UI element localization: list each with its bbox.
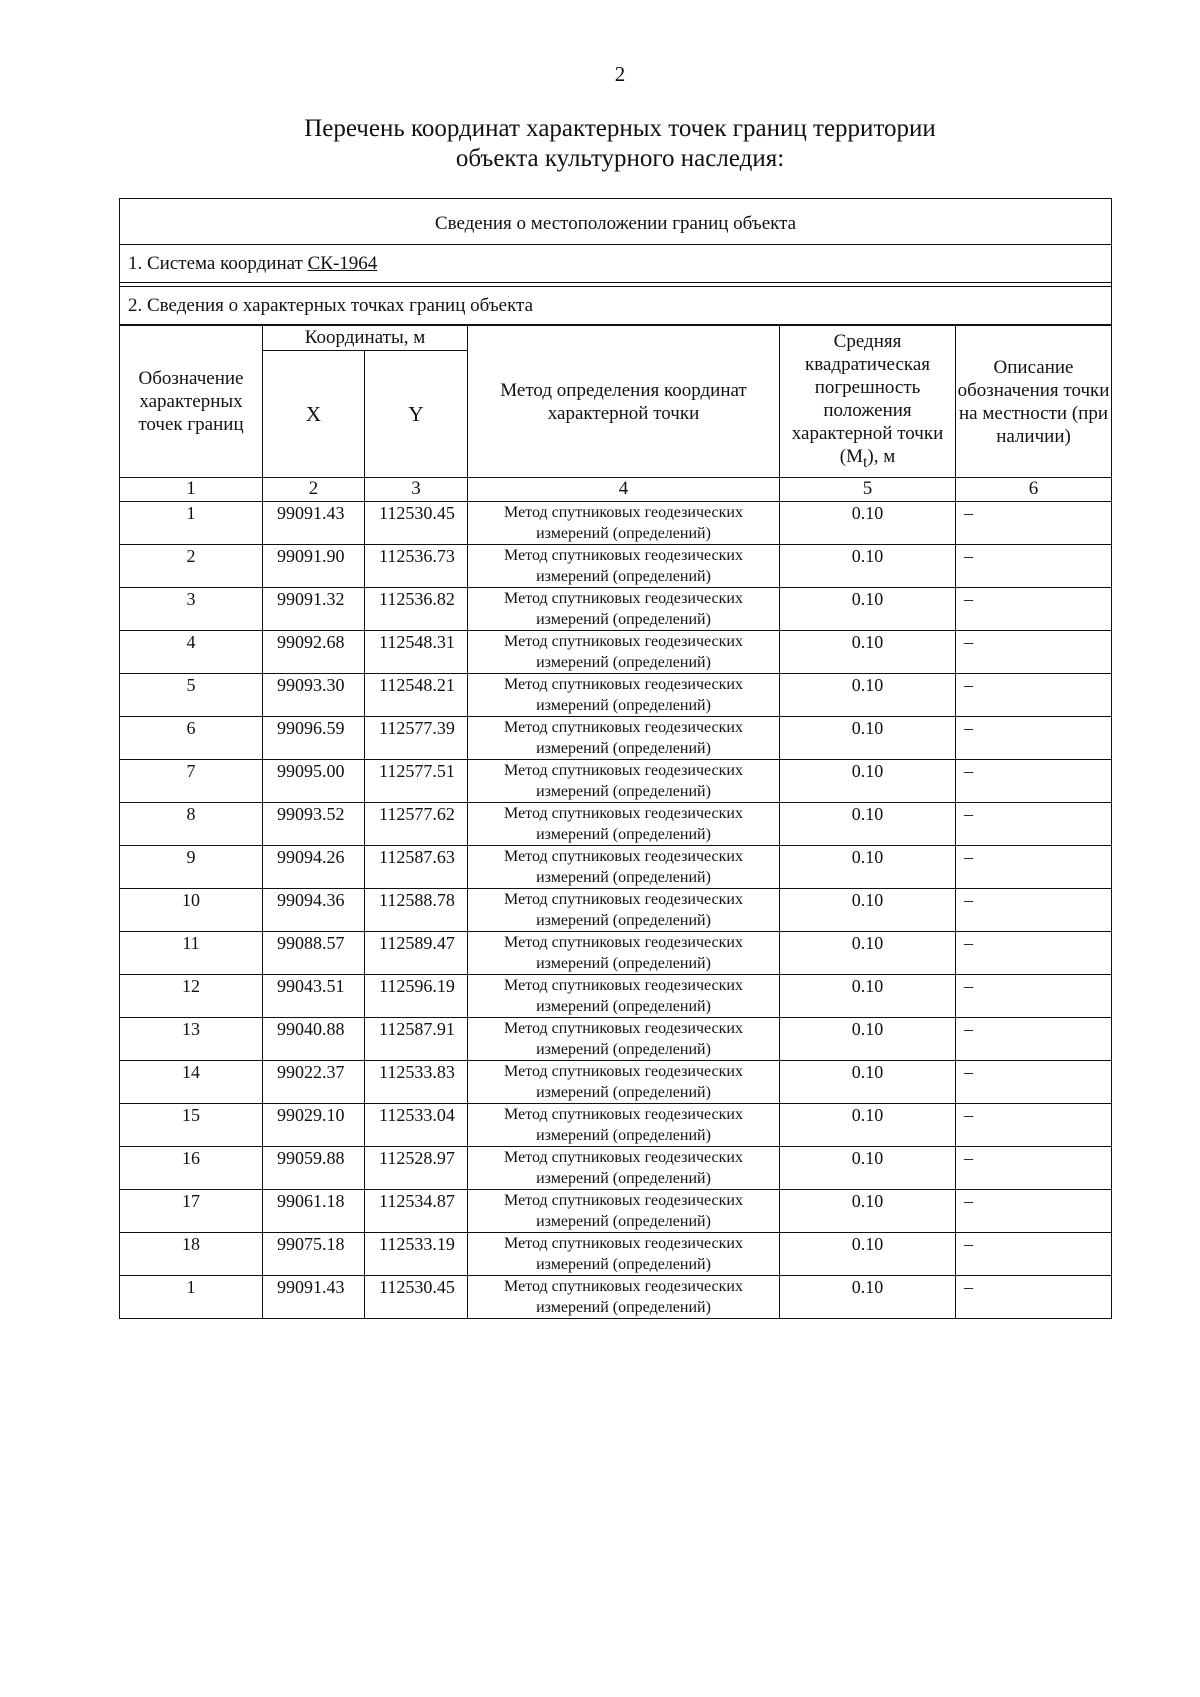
table-row (120, 846, 1112, 889)
method-cell: Метод спутниковых геодезических измерений (определений) (468, 975, 780, 1018)
point-id-cell: 16 (120, 1147, 263, 1190)
error-cell: 0.10 (780, 975, 956, 1018)
title-line-2: объекта культурного наследия: (455, 145, 785, 172)
description-cell: – (956, 1233, 1112, 1276)
header-x: X (263, 351, 365, 478)
point-id-cell: 6 (120, 717, 263, 760)
header-row-1 (120, 326, 1112, 351)
method-cell: Метод спутниковых геодезических измерений (определений) (468, 717, 780, 760)
error-cell: 0.10 (780, 1018, 956, 1061)
x-coordinate-cell: 99094.26 (263, 846, 365, 889)
table-row (120, 717, 1112, 760)
x-coordinate-cell: 99091.43 (263, 1276, 365, 1319)
y-coordinate-cell: 112577.62 (365, 803, 468, 846)
method-cell: Метод спутниковых геодезических измерений (определений) (468, 1276, 780, 1319)
point-id-cell: 14 (120, 1061, 263, 1104)
method-cell: Метод спутниковых геодезических измерений (определений) (468, 803, 780, 846)
method-cell: Метод спутниковых геодезических измерений (определений) (468, 545, 780, 588)
point-id-cell: 10 (120, 889, 263, 932)
x-coordinate-cell: 99059.88 (263, 1147, 365, 1190)
y-coordinate-cell: 112534.87 (365, 1190, 468, 1233)
table-row (120, 932, 1112, 975)
document-title (0, 114, 1200, 174)
coordinate-system-label: 1. Система координат (128, 253, 308, 274)
table-row (120, 674, 1112, 717)
error-cell: 0.10 (780, 717, 956, 760)
point-id-cell: 12 (120, 975, 263, 1018)
description-cell: – (956, 846, 1112, 889)
column-number-row (120, 478, 1112, 502)
table-row (120, 588, 1112, 631)
table-row (120, 1190, 1112, 1233)
point-id-cell: 17 (120, 1190, 263, 1233)
error-cell: 0.10 (780, 502, 956, 545)
description-cell: – (956, 975, 1112, 1018)
description-cell: – (956, 502, 1112, 545)
point-id-cell: 11 (120, 932, 263, 975)
y-coordinate-cell: 112536.82 (365, 588, 468, 631)
error-cell: 0.10 (780, 846, 956, 889)
x-coordinate-cell: 99043.51 (263, 975, 365, 1018)
point-id-cell: 9 (120, 846, 263, 889)
error-cell: 0.10 (780, 1104, 956, 1147)
title-line-1: Перечень координат характерных точек границ территории (304, 115, 936, 142)
method-cell: Метод спутниковых геодезических измерений (определений) (468, 760, 780, 803)
table-row (120, 1276, 1112, 1319)
y-coordinate-cell: 112548.31 (365, 631, 468, 674)
column-number: 5 (780, 478, 956, 502)
table-row (120, 545, 1112, 588)
point-id-cell: 7 (120, 760, 263, 803)
table-row (120, 803, 1112, 846)
x-coordinate-cell: 99075.18 (263, 1233, 365, 1276)
x-coordinate-cell: 99092.68 (263, 631, 365, 674)
point-id-cell: 8 (120, 803, 263, 846)
description-cell: – (956, 1147, 1112, 1190)
description-cell: – (956, 1276, 1112, 1319)
method-cell: Метод спутниковых геодезических измерений (определений) (468, 932, 780, 975)
description-cell: – (956, 1061, 1112, 1104)
error-cell: 0.10 (780, 803, 956, 846)
x-coordinate-cell: 99040.88 (263, 1018, 365, 1061)
method-cell: Метод спутниковых геодезических измерений (определений) (468, 588, 780, 631)
table-row (120, 1104, 1112, 1147)
point-id-cell: 15 (120, 1104, 263, 1147)
description-cell: – (956, 1018, 1112, 1061)
table-row (120, 975, 1112, 1018)
point-id-cell: 1 (120, 502, 263, 545)
y-coordinate-cell: 112587.63 (365, 846, 468, 889)
description-cell: – (956, 1104, 1112, 1147)
method-cell: Метод спутниковых геодезических измерений (определений) (468, 631, 780, 674)
error-cell: 0.10 (780, 545, 956, 588)
boundary-info-block (119, 198, 1112, 325)
point-id-cell: 2 (120, 545, 263, 588)
x-coordinate-cell: 99091.43 (263, 502, 365, 545)
description-cell: – (956, 932, 1112, 975)
error-cell: 0.10 (780, 588, 956, 631)
column-number: 2 (263, 478, 365, 502)
table-row (120, 760, 1112, 803)
error-cell: 0.10 (780, 1061, 956, 1104)
table-row (120, 1147, 1112, 1190)
points-caption: 2. Сведения о характерных точках границ объекта (120, 287, 1111, 325)
error-cell: 0.10 (780, 1276, 956, 1319)
x-coordinate-cell: 99091.90 (263, 545, 365, 588)
method-cell: Метод спутниковых геодезических измерений (определений) (468, 674, 780, 717)
x-coordinate-cell: 99093.30 (263, 674, 365, 717)
header-description: Описание обозначения точки на местности (при наличии) (956, 326, 1112, 478)
y-coordinate-cell: 112577.39 (365, 717, 468, 760)
header-method: Метод определения координат характерной точки (468, 326, 780, 478)
coordinate-system-value: СК-1964 (307, 253, 378, 274)
x-coordinate-cell: 99022.37 (263, 1061, 365, 1104)
x-coordinate-cell: 99029.10 (263, 1104, 365, 1147)
y-coordinate-cell: 112533.19 (365, 1233, 468, 1276)
description-cell: – (956, 674, 1112, 717)
x-coordinate-cell: 99088.57 (263, 932, 365, 975)
description-cell: – (956, 717, 1112, 760)
table-row (120, 1061, 1112, 1104)
point-id-cell: 4 (120, 631, 263, 674)
y-coordinate-cell: 112530.45 (365, 1276, 468, 1319)
method-cell: Метод спутниковых геодезических измерений (определений) (468, 1147, 780, 1190)
table-row (120, 1018, 1112, 1061)
column-number: 1 (120, 478, 263, 502)
point-id-cell: 18 (120, 1233, 263, 1276)
method-cell: Метод спутниковых геодезических измерений (определений) (468, 889, 780, 932)
point-id-cell: 3 (120, 588, 263, 631)
method-cell: Метод спутниковых геодезических измерений (определений) (468, 1061, 780, 1104)
method-cell: Метод спутниковых геодезических измерений (определений) (468, 1190, 780, 1233)
method-cell: Метод спутниковых геодезических измерений (определений) (468, 1233, 780, 1276)
x-coordinate-cell: 99091.32 (263, 588, 365, 631)
x-coordinate-cell: 99095.00 (263, 760, 365, 803)
error-cell: 0.10 (780, 932, 956, 975)
y-coordinate-cell: 112548.21 (365, 674, 468, 717)
error-cell: 0.10 (780, 1147, 956, 1190)
y-coordinate-cell: 112596.19 (365, 975, 468, 1018)
table-row (120, 631, 1112, 674)
y-coordinate-cell: 112536.73 (365, 545, 468, 588)
y-coordinate-cell: 112587.91 (365, 1018, 468, 1061)
page-number: 2 (614, 62, 626, 86)
point-id-cell: 13 (120, 1018, 263, 1061)
table-row (120, 889, 1112, 932)
method-cell: Метод спутниковых геодезических измерений (определений) (468, 1104, 780, 1147)
y-coordinate-cell: 112533.04 (365, 1104, 468, 1147)
error-cell: 0.10 (780, 889, 956, 932)
x-coordinate-cell: 99094.36 (263, 889, 365, 932)
header-y: Y (365, 351, 468, 478)
error-cell: 0.10 (780, 674, 956, 717)
x-coordinate-cell: 99061.18 (263, 1190, 365, 1233)
column-number: 4 (468, 478, 780, 502)
section-heading: Сведения о местоположении границ объекта (120, 199, 1111, 245)
coordinates-table (119, 325, 1112, 1319)
y-coordinate-cell: 112530.45 (365, 502, 468, 545)
method-cell: Метод спутниковых геодезических измерений (определений) (468, 502, 780, 545)
header-coordinates: Координаты, м (263, 326, 468, 351)
description-cell: – (956, 588, 1112, 631)
description-cell: – (956, 545, 1112, 588)
table-row (120, 1233, 1112, 1276)
description-cell: – (956, 1190, 1112, 1233)
y-coordinate-cell: 112588.78 (365, 889, 468, 932)
error-cell: 0.10 (780, 1190, 956, 1233)
y-coordinate-cell: 112533.83 (365, 1061, 468, 1104)
header-point-label: Обозначение характерных точек границ (120, 326, 263, 478)
method-cell: Метод спутниковых геодезических измерений (определений) (468, 846, 780, 889)
error-cell: 0.10 (780, 1233, 956, 1276)
y-coordinate-cell: 112528.97 (365, 1147, 468, 1190)
x-coordinate-cell: 99096.59 (263, 717, 365, 760)
header-error: Средняя квадратическая погрешность положения характерной точки $(M_t)$, м (780, 326, 956, 478)
point-id-cell: 1 (120, 1276, 263, 1319)
error-cell: 0.10 (780, 631, 956, 674)
coordinates-table-body (120, 502, 1112, 1319)
method-cell: Метод спутниковых геодезических измерений (определений) (468, 1018, 780, 1061)
y-coordinate-cell: 112577.51 (365, 760, 468, 803)
column-number: 6 (956, 478, 1112, 502)
point-id-cell: 5 (120, 674, 263, 717)
description-cell: – (956, 889, 1112, 932)
description-cell: – (956, 803, 1112, 846)
column-number: 3 (365, 478, 468, 502)
y-coordinate-cell: 112589.47 (365, 932, 468, 975)
description-cell: – (956, 631, 1112, 674)
table-row (120, 502, 1112, 545)
coordinate-system-line (120, 245, 1111, 283)
error-cell: 0.10 (780, 760, 956, 803)
x-coordinate-cell: 99093.52 (263, 803, 365, 846)
description-cell: – (956, 760, 1112, 803)
